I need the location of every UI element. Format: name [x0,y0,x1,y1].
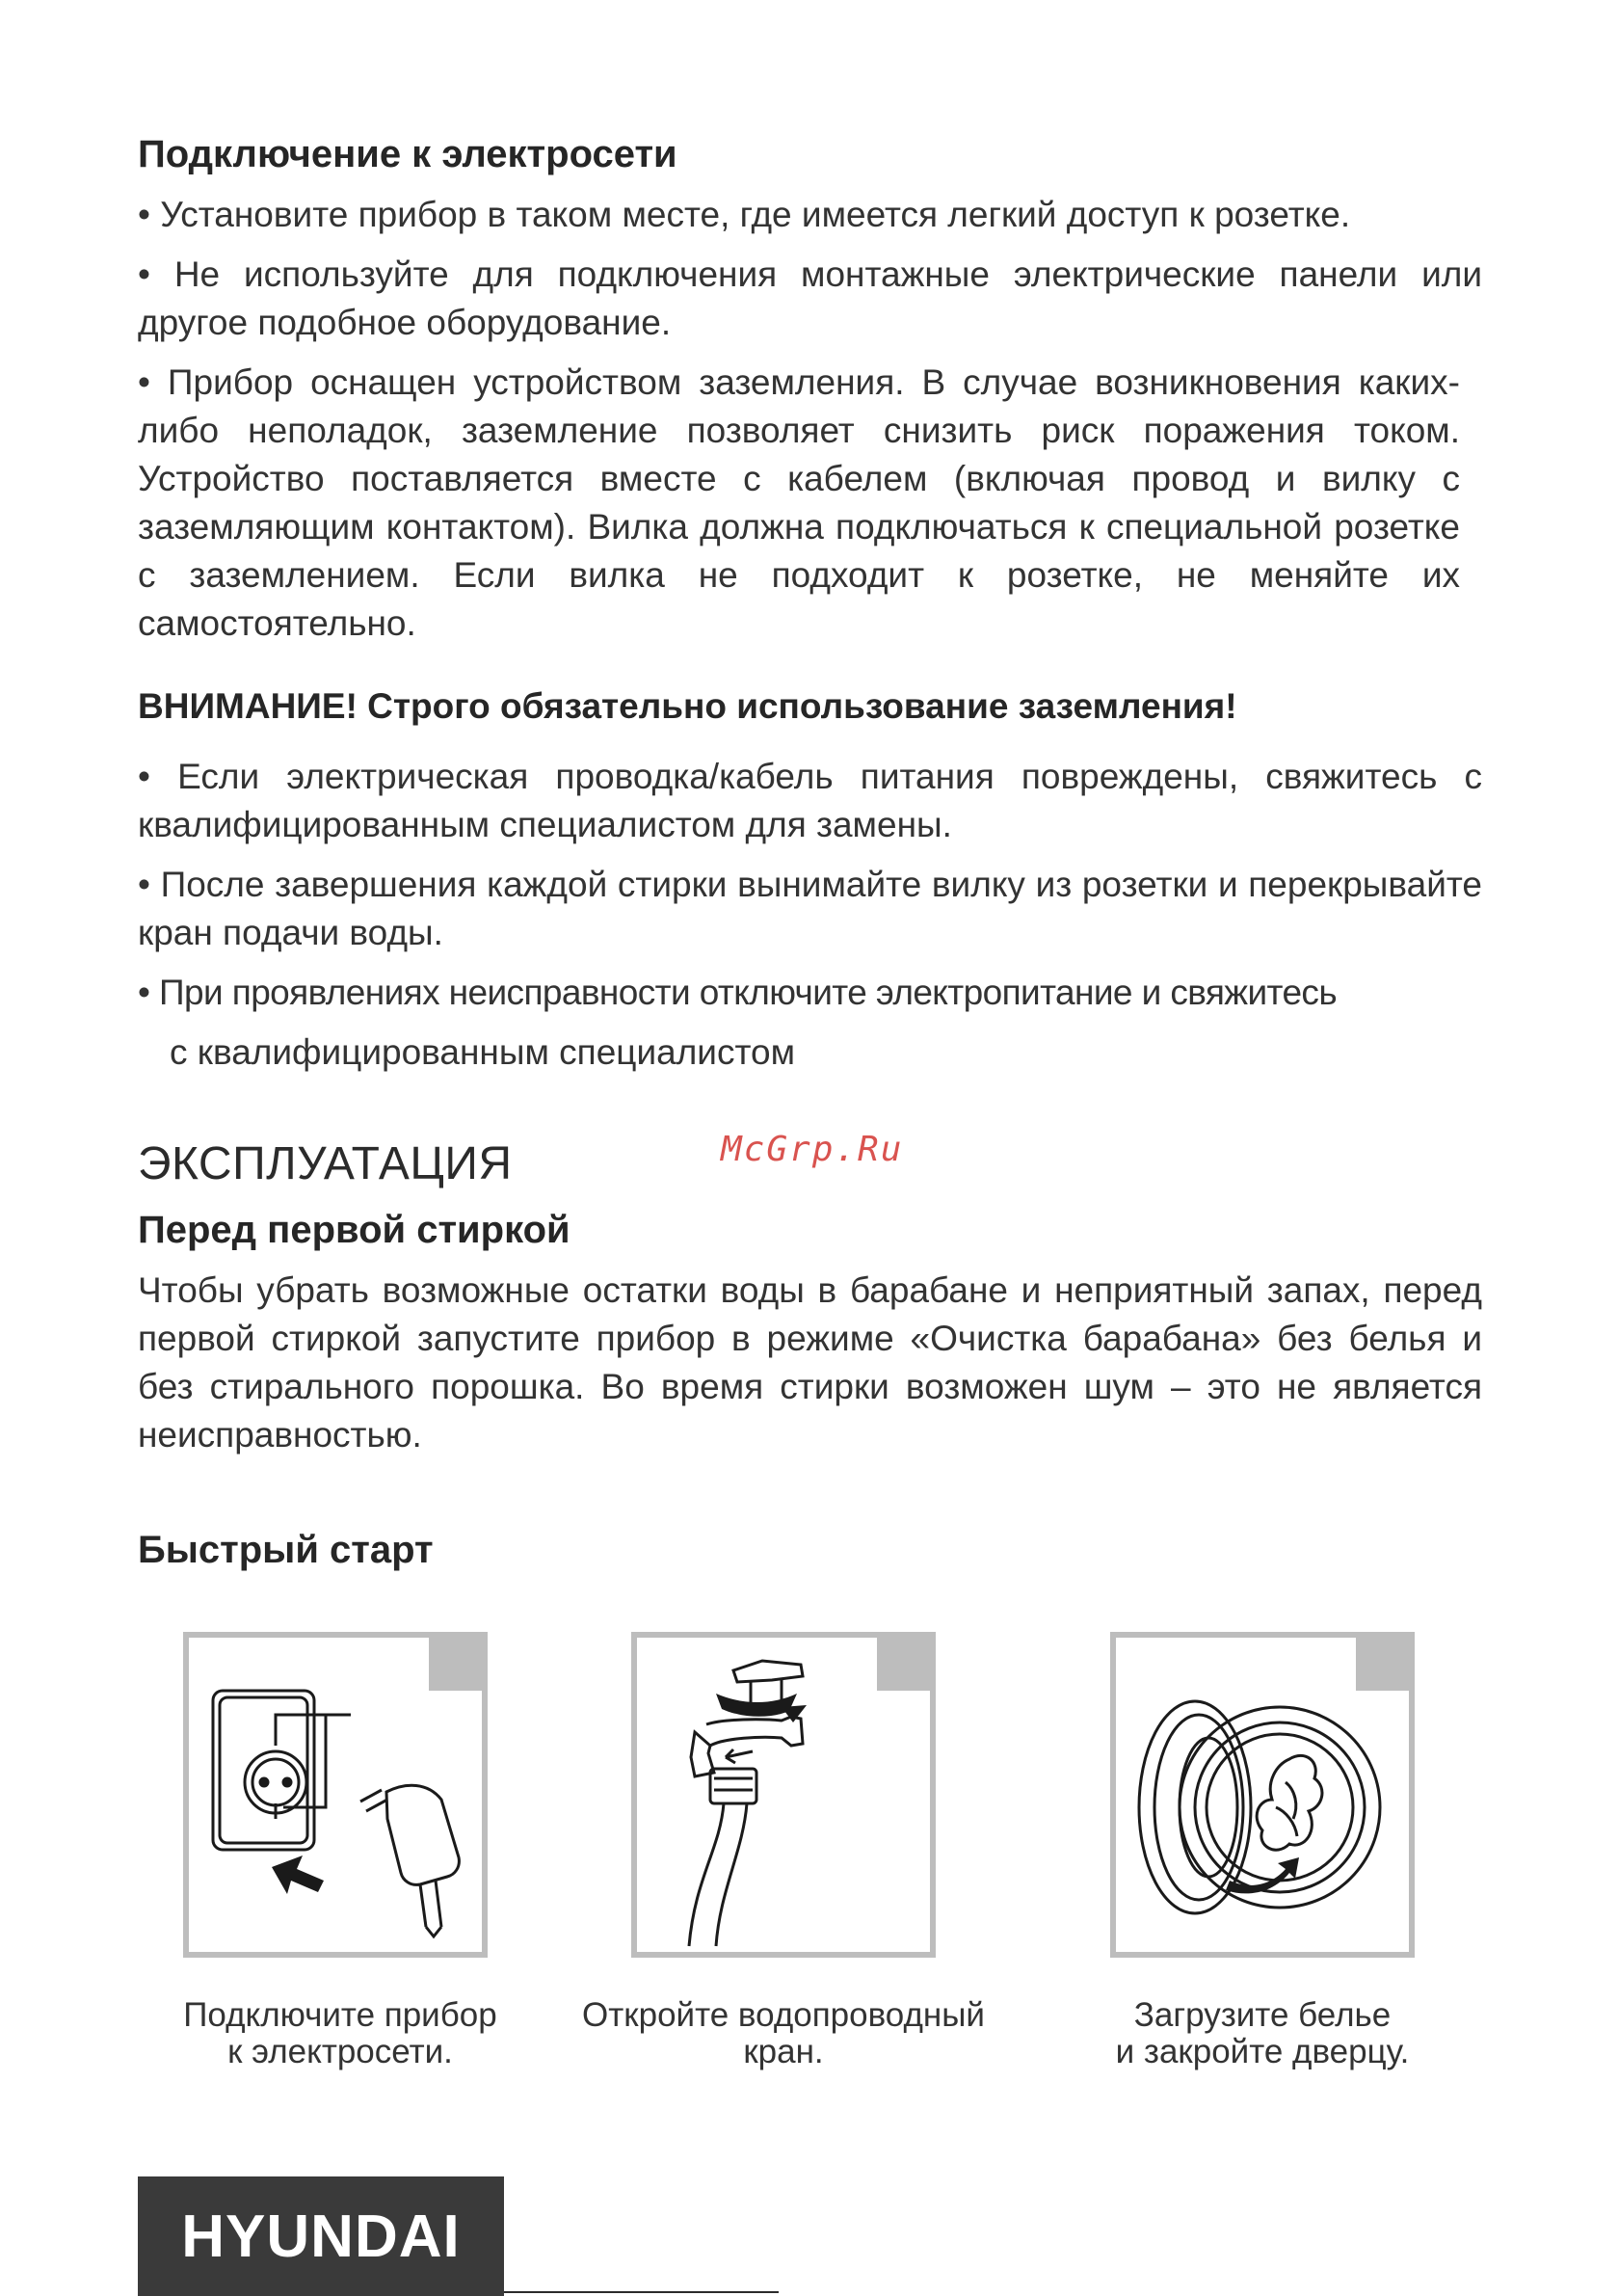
step-3-illustration [1110,1632,1415,1958]
washer-door-icon [1116,1638,1409,1952]
power-item-1: • Установите прибор в таком месте, где имеется легкий доступ к розетке. [138,195,1351,234]
first-wash-text: Чтобы убрать возможные остатки воды в барабане и неприятный запах, перед первой стиркой запустите прибор в режиме «Очистка барабана» без белья и без стирального порошка. Во время стирки возможен шум – это не является неисправностью. [138,1270,1482,1455]
watermark: McGrp.Ru [721,1130,904,1169]
safety-item-2: • После завершения каждой стирки вынимайте вилку из розетки и перекрывайте кран подачи воды. [138,865,1482,952]
footer-divider [504,2291,779,2293]
brand-logo-text: HYUNDAI [181,2203,461,2270]
step-1-illustration [183,1632,488,1958]
power-item-3: • Прибор оснащен устройством заземления. В случае возникновения каких-либо неполадок, заземление позволяет снизить риск поражения током. Устройство поставляется вместе с кабелем (включая провод и вилку с заземляющим контактом). Вилка должна подключаться к специальной розетке с заземлением. Если вилка не подходит к розетке, не меняйте их самостоятельно. [138,362,1460,643]
power-item-2: • Не используйте для подключения монтажные электрические панели или другое подобное оборудование. [138,254,1482,342]
warning-text: ВНИМАНИЕ! Строго обязательно использование заземления! [138,686,1237,726]
step-1-caption: Подключите прибор к электросети. [183,1996,497,2070]
safety-item-3-cont: с квалифицированным специалистом [170,1032,796,1072]
first-wash-heading: Перед первой стиркой [138,1209,570,1251]
socket-plug-icon [189,1638,482,1952]
step-2-caption: Откройте водопроводный кран. [582,1996,985,2070]
step-3-caption: Загрузите белье и закройте дверцу. [1115,1996,1410,2070]
operation-title: ЭКСПЛУАТАЦИЯ [138,1138,513,1189]
safety-item-1: • Если электрическая проводка/кабель питания повреждены, свяжитесь с квалифицированным специалистом для замены. [138,757,1482,844]
quick-start-heading: Быстрый старт [138,1529,434,1571]
safety-item-3: • При проявлениях неисправности отключите электропитание и свяжитесь [138,973,1338,1012]
brand-logo [138,2176,504,2296]
step-2-illustration [631,1632,936,1958]
water-tap-icon [637,1638,930,1952]
power-heading: Подключение к электросети [138,133,677,175]
